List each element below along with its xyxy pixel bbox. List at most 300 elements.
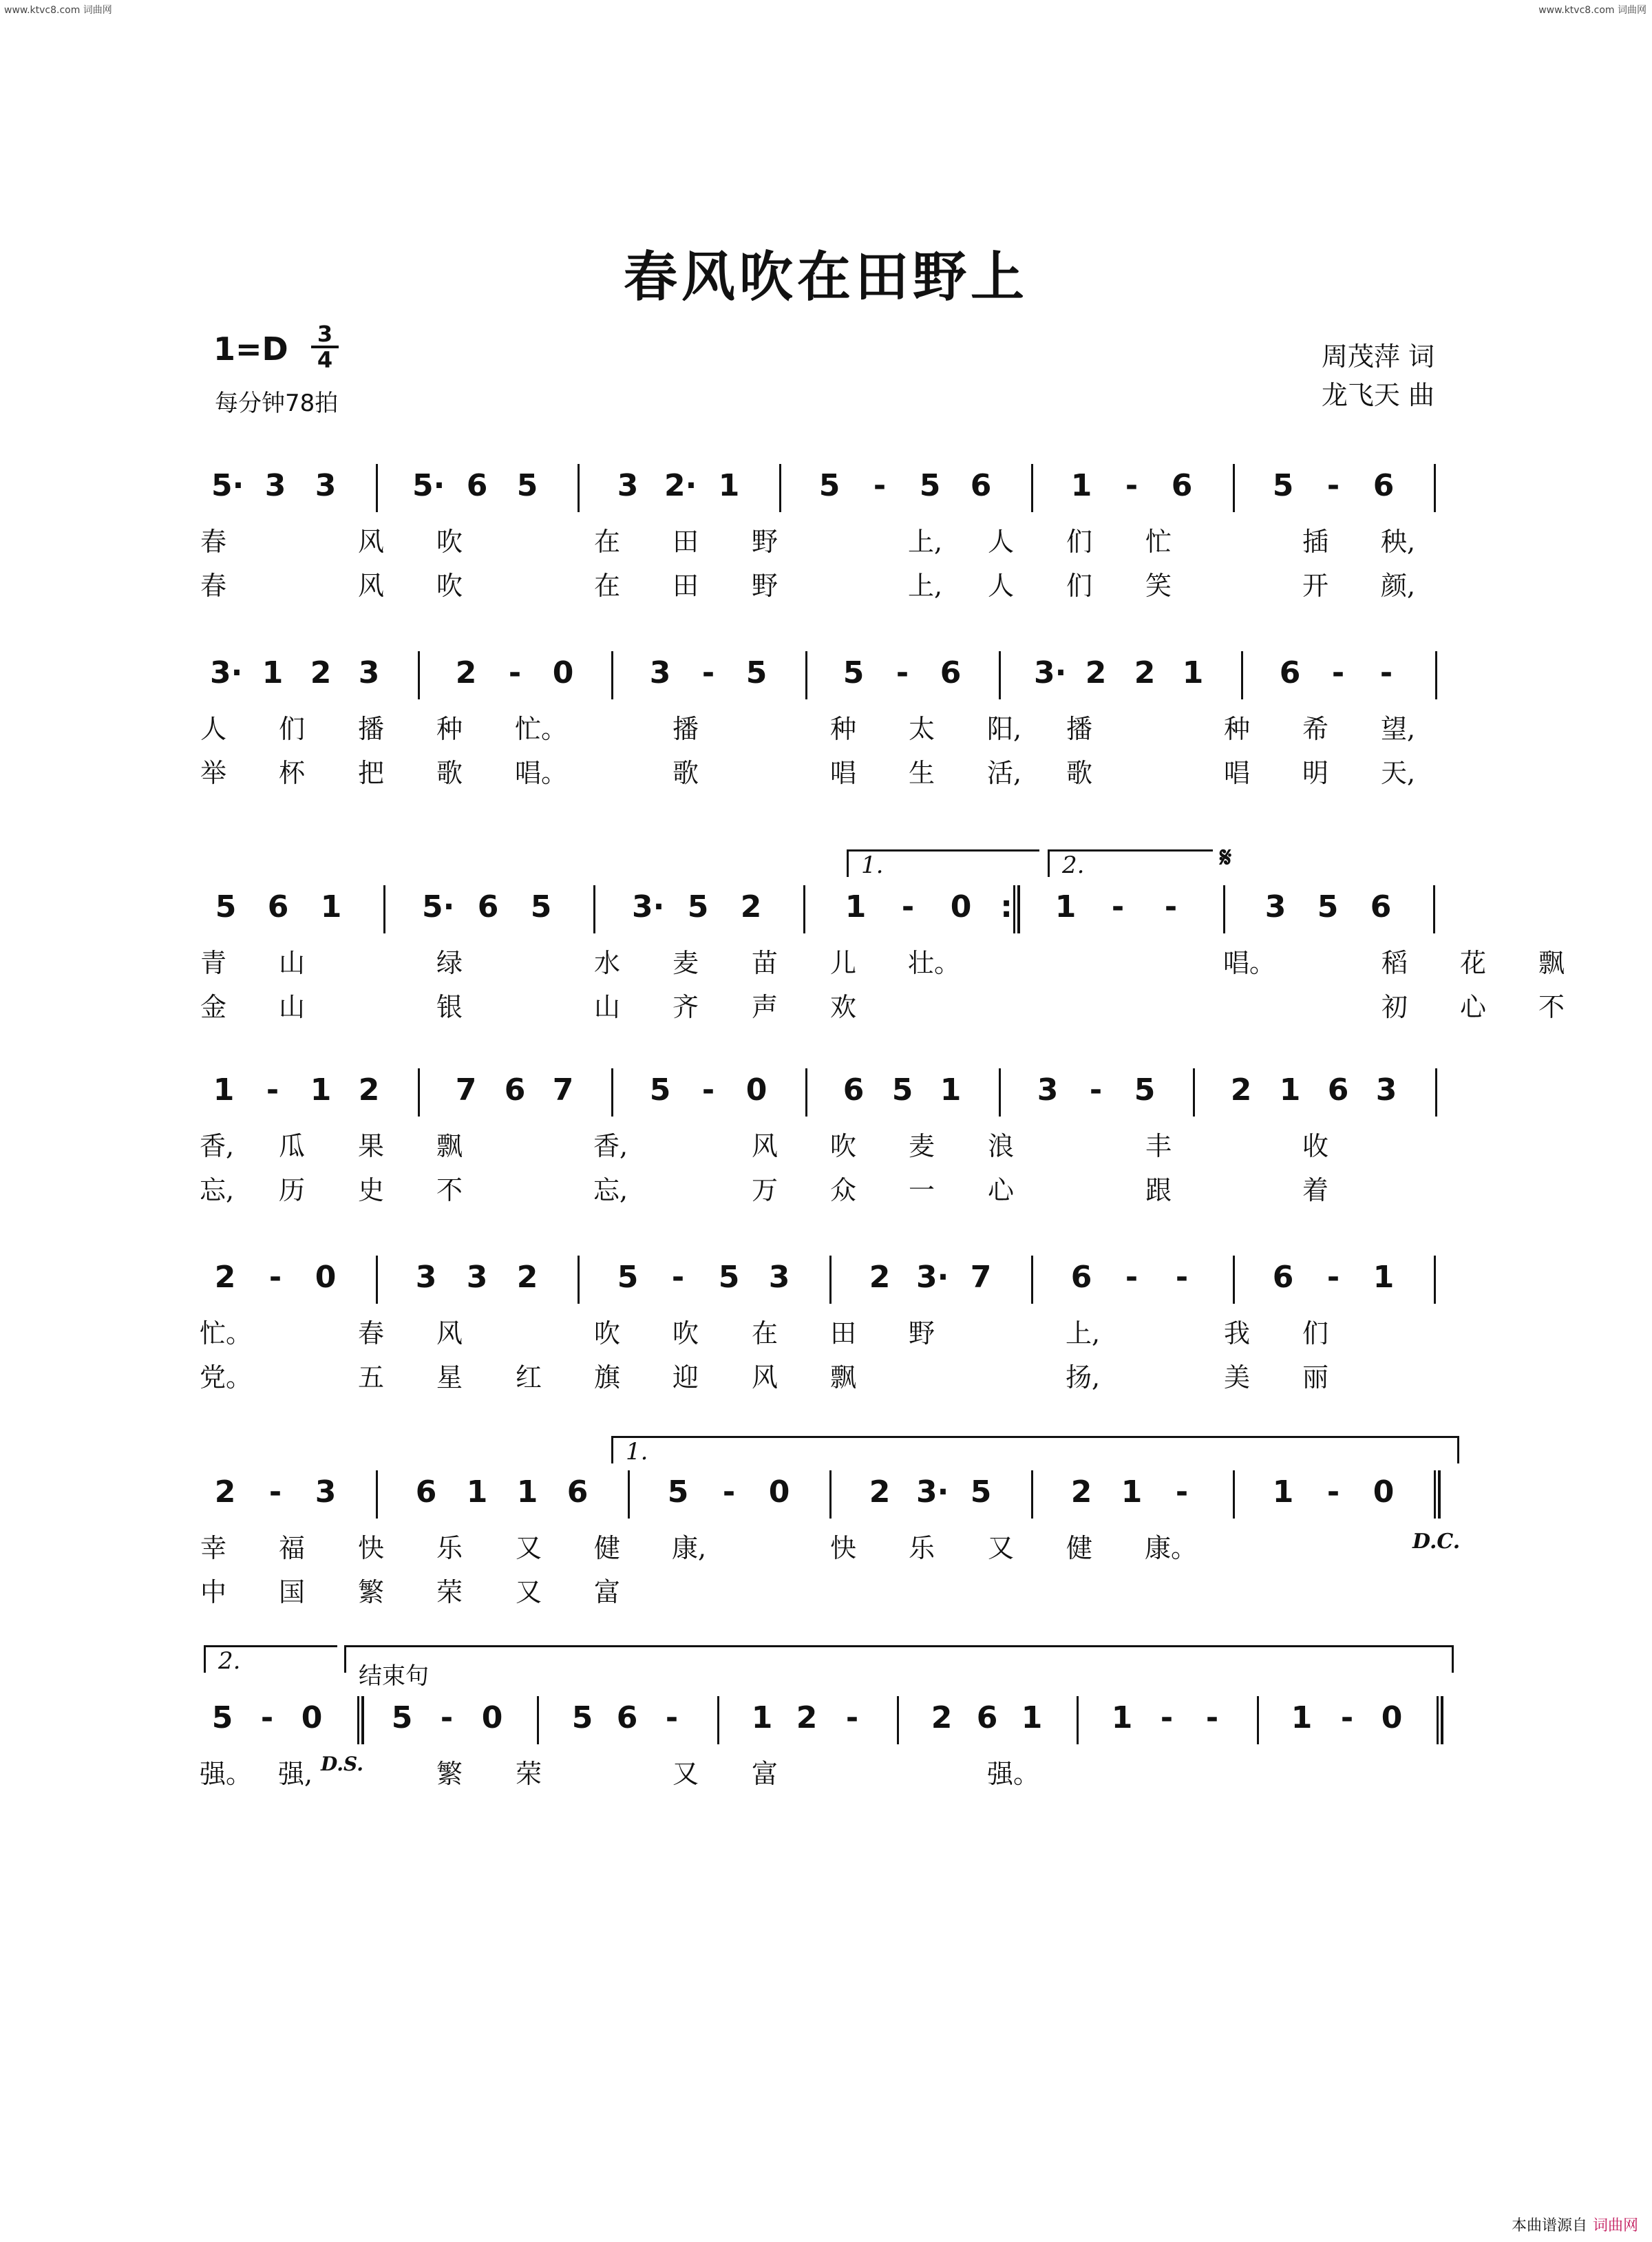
- bar-line: [1031, 464, 1033, 512]
- lyric-syllable: 中: [200, 1577, 226, 1607]
- lyric-syllable: 上,: [1066, 1318, 1101, 1349]
- bar-line: [1433, 885, 1435, 933]
- watermark-right: www.ktvc8.com 词曲网: [1538, 5, 1646, 16]
- lyric-syllable: 红: [515, 1362, 542, 1393]
- note: 6: [970, 468, 992, 503]
- lyric-syllable: 野: [908, 1318, 935, 1349]
- lyric-syllable: 历: [278, 1175, 305, 1205]
- note: 7: [552, 1072, 574, 1108]
- note: 2: [869, 1260, 891, 1295]
- lyric-syllable: 扬,: [1066, 1362, 1101, 1393]
- note: 5: [1272, 468, 1294, 503]
- lyric-syllable: 健: [1066, 1533, 1092, 1563]
- note: 6: [1373, 468, 1395, 503]
- lyric-syllable: 种: [829, 714, 856, 744]
- note: -: [1125, 468, 1139, 503]
- lyric-syllable: 春: [200, 527, 226, 557]
- note: 3·: [916, 1260, 949, 1295]
- note: 1: [1055, 889, 1077, 924]
- lyric-syllable: 健: [593, 1533, 620, 1563]
- lyric-syllable: 强,: [278, 1759, 313, 1789]
- note: 5: [687, 889, 709, 924]
- note: 3: [649, 655, 671, 690]
- note: -: [845, 1700, 859, 1735]
- lyric-syllable: 吹: [436, 527, 463, 557]
- note: -: [1111, 889, 1125, 924]
- volta-first-label: 1.: [861, 852, 884, 879]
- lyric-syllable: 荣: [515, 1759, 542, 1789]
- note: 0: [552, 655, 574, 690]
- lyric-syllable: 声: [751, 992, 778, 1022]
- lyric-syllable: 康,: [672, 1533, 707, 1563]
- lyric-syllable: 天,: [1381, 758, 1416, 788]
- note: -: [873, 468, 887, 503]
- ending-bracket: [344, 1645, 1454, 1690]
- note: -: [440, 1700, 454, 1735]
- lyric-syllable: 太: [908, 714, 935, 744]
- note: 5: [919, 468, 941, 503]
- note: 6: [466, 468, 488, 503]
- note: -: [671, 1260, 685, 1295]
- note: -: [1175, 1474, 1189, 1510]
- lyric-syllable: 开: [1302, 571, 1328, 601]
- note: 5·: [211, 468, 244, 503]
- lyric-syllable: 笑: [1145, 571, 1172, 601]
- bar-line: [611, 651, 613, 699]
- lyric-syllable: 忙。: [200, 1318, 253, 1349]
- note: 1: [940, 1072, 962, 1108]
- note: 1: [1291, 1700, 1313, 1735]
- lyric-syllable: 五: [357, 1362, 384, 1393]
- lyric-syllable: 旗: [593, 1362, 620, 1393]
- lyric-syllable: 心: [1459, 992, 1486, 1022]
- note: 1: [310, 1072, 332, 1108]
- note: 3: [466, 1260, 488, 1295]
- lyric-syllable: 花: [1459, 948, 1486, 978]
- note: 2: [310, 655, 332, 690]
- lyric-syllable: 飘: [1538, 948, 1565, 978]
- bar-line: [805, 651, 807, 699]
- lyric-syllable: 唱: [1223, 758, 1250, 788]
- lyric-syllable: 丽: [1302, 1362, 1328, 1393]
- note: 5: [391, 1700, 413, 1735]
- bar-line: [357, 1696, 364, 1744]
- note: 3: [768, 1260, 790, 1295]
- note: 5: [215, 889, 237, 924]
- volta-first-line6: [611, 1436, 1459, 1466]
- lyric-syllable: 上,: [908, 527, 943, 557]
- lyric-syllable: 在: [593, 527, 620, 557]
- note: 2: [358, 1072, 380, 1108]
- lyric-syllable: 明: [1302, 758, 1328, 788]
- note: 0: [301, 1700, 323, 1735]
- lyric-syllable: 康。: [1145, 1533, 1198, 1563]
- lyric-syllable: 播: [672, 714, 699, 744]
- note: 1: [1070, 468, 1092, 503]
- lyric-syllable: 强。: [987, 1759, 1040, 1789]
- note: 1: [845, 889, 867, 924]
- bar-line: [593, 885, 595, 933]
- note: 7: [455, 1072, 477, 1108]
- lyric-syllable: 万: [751, 1175, 778, 1205]
- note: -: [701, 655, 715, 690]
- note: 6: [1279, 655, 1301, 690]
- lyric-syllable: 美: [1223, 1362, 1250, 1393]
- lyric-syllable: 麦: [908, 1131, 935, 1161]
- lyric-syllable: 种: [436, 714, 463, 744]
- note: -: [1125, 1260, 1139, 1295]
- note: 5: [571, 1700, 593, 1735]
- bar-line: [1435, 1068, 1437, 1117]
- watermark-left: www.ktvc8.com 词曲网: [4, 5, 112, 16]
- volta-second-line3: [1048, 849, 1213, 877]
- lyric-syllable: 野: [751, 527, 778, 557]
- lyric-syllable: 银: [436, 992, 463, 1022]
- note-line: [200, 1072, 1459, 1114]
- bar-line: [376, 1470, 378, 1519]
- lyric-syllable: 歌: [436, 758, 463, 788]
- lyric-syllable: 众: [829, 1175, 856, 1205]
- lyric-syllable: 飘: [436, 1131, 463, 1161]
- composer: 龙飞天 曲: [1321, 380, 1434, 410]
- note-line: [200, 889, 1459, 931]
- lyric-syllable: 初: [1381, 992, 1408, 1022]
- note: 3·: [916, 1474, 949, 1510]
- lyric-syllable: 迎: [672, 1362, 699, 1393]
- lyric-syllable: 风: [751, 1362, 778, 1393]
- lyric-syllable: 儿: [829, 948, 856, 978]
- lyric-syllable: 着: [1302, 1175, 1328, 1205]
- volta-second-line7: [204, 1645, 337, 1673]
- lyric-syllable: 阳,: [987, 714, 1022, 744]
- note: 5: [516, 468, 538, 503]
- note: 5: [970, 1474, 992, 1510]
- lyric-syllable: 国: [278, 1577, 305, 1607]
- lyric-syllable: 不: [1538, 992, 1565, 1022]
- song-title: 春风吹在田野上: [623, 246, 1028, 308]
- lyric-syllable: 水: [593, 948, 620, 978]
- note: 6: [1327, 1072, 1349, 1108]
- lyric-syllable: 举: [200, 758, 226, 788]
- note-line: [200, 1700, 1459, 1742]
- note: 2: [1070, 1474, 1092, 1510]
- lyric-syllable: 望,: [1381, 714, 1416, 744]
- dc-mark: D.C.: [1412, 1530, 1461, 1554]
- lyric-syllable: 跟: [1145, 1175, 1172, 1205]
- lyric-syllable: 唱。: [1223, 948, 1276, 978]
- note: -: [1326, 1474, 1340, 1510]
- note-line: [200, 1474, 1459, 1516]
- lyric-syllable: 人: [200, 714, 226, 744]
- lyric-syllable: 不: [436, 1175, 463, 1205]
- note: 5: [649, 1072, 671, 1108]
- lyric-syllable: 齐: [672, 992, 699, 1022]
- lyric-syllable: 在: [751, 1318, 778, 1349]
- lyric-syllable: 星: [436, 1362, 463, 1393]
- note: 1: [751, 1700, 773, 1735]
- bar-line: [418, 651, 420, 699]
- bar-line: [1434, 1470, 1441, 1519]
- lyric-syllable: 田: [672, 571, 699, 601]
- note: -: [268, 1260, 282, 1295]
- bar-line: [779, 464, 781, 512]
- lyric-syllable: 风: [436, 1318, 463, 1349]
- key-signature: 1=D: [213, 330, 288, 368]
- note: 0: [481, 1700, 503, 1735]
- bar-line: [1435, 651, 1437, 699]
- note: -: [1326, 1260, 1340, 1295]
- note: 3: [1264, 889, 1286, 924]
- volta-first-line3: [847, 849, 1039, 877]
- lyric-syllable: 幸: [200, 1533, 226, 1563]
- lyric-syllable: 收: [1302, 1131, 1328, 1161]
- note: 0: [1381, 1700, 1403, 1735]
- lyric-syllable: 活,: [987, 758, 1022, 788]
- note: 0: [950, 889, 972, 924]
- bar-line: [578, 1256, 580, 1304]
- bar-line: [376, 1256, 378, 1304]
- note: 6: [1272, 1260, 1294, 1295]
- lyric-syllable: 一: [908, 1175, 935, 1205]
- bar-line: [717, 1696, 719, 1744]
- lyric-syllable: 我: [1223, 1318, 1250, 1349]
- note: -: [1331, 655, 1345, 690]
- lyric-syllable: 强。: [200, 1759, 253, 1789]
- note: 5·: [422, 889, 455, 924]
- lyric-syllable: 苗: [751, 948, 778, 978]
- lyric-syllable: 心: [987, 1175, 1014, 1205]
- note: -: [266, 1072, 279, 1108]
- bar-line: [1233, 464, 1235, 512]
- note: 1: [516, 1474, 538, 1510]
- lyric-syllable: 飘: [829, 1362, 856, 1393]
- lyric-syllable: 吹: [829, 1131, 856, 1161]
- lyric-syllable: 插: [1302, 527, 1328, 557]
- note: 7: [970, 1260, 992, 1295]
- lyric-syllable: 忙: [1145, 527, 1172, 557]
- lyric-syllable: 们: [278, 714, 305, 744]
- note: 6: [616, 1700, 638, 1735]
- bar-line: [383, 885, 385, 933]
- lyric-syllable: 乐: [908, 1533, 935, 1563]
- note: 5: [891, 1072, 913, 1108]
- note: 1: [1111, 1700, 1133, 1735]
- repeat-dots: :: [1000, 889, 1013, 924]
- note: 1: [1272, 1474, 1294, 1510]
- note-line: [200, 1260, 1459, 1301]
- lyric-syllable: 山: [278, 992, 305, 1022]
- note: 1: [213, 1072, 235, 1108]
- note: -: [260, 1700, 274, 1735]
- ending-label: 结束句: [359, 1662, 429, 1690]
- lyric-syllable: 史: [357, 1175, 384, 1205]
- lyric-syllable: 忘,: [593, 1175, 628, 1205]
- note: -: [665, 1700, 679, 1735]
- lyric-syllable: 麦: [672, 948, 699, 978]
- note: 6: [566, 1474, 589, 1510]
- note: 2: [869, 1474, 891, 1510]
- credits: [1322, 337, 1434, 414]
- note: 1: [718, 468, 740, 503]
- lyric-syllable: 歌: [672, 758, 699, 788]
- lyric-syllable: 把: [357, 758, 384, 788]
- bar-line: [897, 1696, 899, 1744]
- note: 0: [745, 1072, 767, 1108]
- note: -: [701, 1072, 715, 1108]
- note: -: [1089, 1072, 1103, 1108]
- lyric-syllable: 田: [829, 1318, 856, 1349]
- note: 2: [1085, 655, 1107, 690]
- note: 2: [1134, 655, 1156, 690]
- bar-line: [1223, 885, 1225, 933]
- lyric-syllable: 田: [672, 527, 699, 557]
- time-top: 3: [317, 321, 333, 347]
- lyric-syllable: 稻: [1381, 948, 1408, 978]
- lyric-syllable: 颜,: [1381, 571, 1416, 601]
- bar-line: [829, 1470, 832, 1519]
- lyric-syllable: 上,: [908, 571, 943, 601]
- lyric-syllable: 又: [987, 1533, 1014, 1563]
- note: -: [1205, 1700, 1219, 1735]
- bar-line: [1434, 464, 1436, 512]
- lyric-syllable: 繁: [357, 1577, 384, 1607]
- lyric-syllable: 播: [1066, 714, 1092, 744]
- note: 1: [1182, 655, 1204, 690]
- volta-second-label-7: 2.: [218, 1647, 241, 1675]
- lyric-syllable: 秧,: [1381, 527, 1416, 557]
- note: -: [722, 1474, 736, 1510]
- lyric-syllable: 香,: [200, 1131, 235, 1161]
- note: 2: [214, 1474, 236, 1510]
- note: 5: [843, 655, 865, 690]
- footer-label: 本曲谱源自: [1511, 2217, 1587, 2234]
- bar-line: [537, 1696, 539, 1744]
- note: 2: [740, 889, 762, 924]
- lyric-syllable: 们: [1302, 1318, 1328, 1349]
- volta-second-label: 2.: [1062, 852, 1085, 879]
- note: -: [1340, 1700, 1354, 1735]
- note: 1: [1279, 1072, 1301, 1108]
- lyric-syllable: 富: [751, 1759, 778, 1789]
- note: 6: [1370, 889, 1392, 924]
- bar-line: [1233, 1470, 1235, 1519]
- lyric-syllable: 风: [357, 527, 384, 557]
- lyric-syllable: 又: [672, 1759, 699, 1789]
- note: 5: [667, 1474, 689, 1510]
- bar-line: [1077, 1696, 1079, 1744]
- note: -: [1379, 655, 1393, 690]
- bar-line: [376, 464, 378, 512]
- note: 2: [455, 655, 477, 690]
- lyric-syllable: 在: [593, 571, 620, 601]
- bar-line: [1241, 651, 1243, 699]
- lyric-syllable: 山: [278, 948, 305, 978]
- note-line: [200, 655, 1459, 697]
- bar-line: [1031, 1470, 1033, 1519]
- bar-line: [999, 651, 1001, 699]
- note: 1: [466, 1474, 488, 1510]
- lyric-syllable: 荣: [436, 1577, 463, 1607]
- lyric-syllable: 快: [829, 1533, 856, 1563]
- note: -: [901, 889, 915, 924]
- lyric-syllable: 繁: [436, 1759, 463, 1789]
- lyric-syllable: 希: [1302, 714, 1328, 744]
- lyric-syllable: 风: [357, 571, 384, 601]
- bar-line: [1233, 1256, 1235, 1304]
- note: 0: [315, 1260, 337, 1295]
- lyric-syllable: 风: [751, 1131, 778, 1161]
- note: 5: [818, 468, 840, 503]
- note: 6: [940, 655, 962, 690]
- segno-mark: 𝄋: [1220, 841, 1232, 874]
- lyric-syllable: 瓜: [278, 1131, 305, 1161]
- footer: [1512, 2214, 1638, 2235]
- note: -: [1326, 468, 1340, 503]
- note: 5: [617, 1260, 639, 1295]
- lyric-syllable: 福: [278, 1533, 305, 1563]
- note: 2·: [664, 468, 697, 503]
- note: 2: [214, 1260, 236, 1295]
- note: 6: [1070, 1260, 1092, 1295]
- lyric-syllable: 们: [1066, 527, 1092, 557]
- note: -: [896, 655, 909, 690]
- note: 5: [211, 1700, 233, 1735]
- note: 2: [796, 1700, 818, 1735]
- lyric-syllable: 绿: [436, 948, 463, 978]
- note: 3: [1037, 1072, 1059, 1108]
- bar-line: [829, 1256, 832, 1304]
- lyric-syllable: 快: [357, 1533, 384, 1563]
- bar-line: [999, 1068, 1001, 1117]
- lyric-syllable: 又: [515, 1533, 542, 1563]
- lyric-syllable: 忘,: [200, 1175, 235, 1205]
- note: 3: [415, 1260, 437, 1295]
- note: 2: [1230, 1072, 1252, 1108]
- note: 6: [843, 1072, 865, 1108]
- note: 3: [315, 1474, 337, 1510]
- lyric-syllable: 唱: [829, 758, 856, 788]
- lyric-syllable: 壮。: [908, 948, 961, 978]
- lyric-syllable: 吹: [672, 1318, 699, 1349]
- lyric-syllable: 欢: [829, 992, 856, 1022]
- lyric-syllable: 山: [593, 992, 620, 1022]
- note: 1: [320, 889, 342, 924]
- lyric-syllable: 乐: [436, 1533, 463, 1563]
- note: 0: [768, 1474, 790, 1510]
- note: 6: [976, 1700, 998, 1735]
- lyric-syllable: 丰: [1145, 1131, 1172, 1161]
- ds-mark: D.S.: [321, 1753, 364, 1775]
- note: 5: [1134, 1072, 1156, 1108]
- bar-line: [1031, 1256, 1033, 1304]
- volta-first-label-6: 1.: [626, 1438, 648, 1466]
- lyric-syllable: 富: [593, 1577, 620, 1607]
- lyric-syllable: 人: [987, 571, 1014, 601]
- note: 3·: [632, 889, 665, 924]
- note: 1: [1373, 1260, 1395, 1295]
- lyric-syllable: 又: [515, 1577, 542, 1607]
- note: 6: [1171, 468, 1193, 503]
- lyric-syllable: 吹: [593, 1318, 620, 1349]
- note: 5: [745, 655, 767, 690]
- note: 1: [1121, 1474, 1143, 1510]
- note: 2: [516, 1260, 538, 1295]
- lyric-syllable: 香,: [593, 1131, 628, 1161]
- note: -: [1175, 1260, 1189, 1295]
- bar-line: [805, 1068, 807, 1117]
- bar-line: [1434, 1256, 1436, 1304]
- lyric-syllable: 野: [751, 571, 778, 601]
